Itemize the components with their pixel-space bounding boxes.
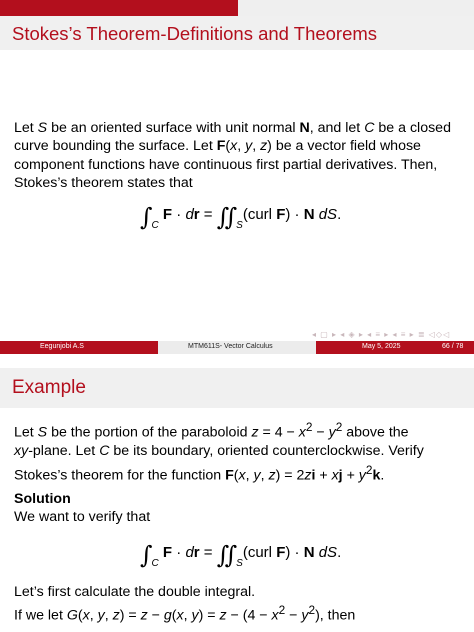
footer-author: Eegunjobi A.S: [40, 343, 84, 350]
theorem-paragraph: Let S be an oriented surface with unit normal N, and let C be a closed curve bounding the surface. Let F(x, y, z) be a vector field whose component functions have continuous first partial derivatives. Then, Stokes’s theorem states that: [14, 120, 451, 192]
navigation-controls[interactable]: ◂ ▢ ▸ ◂ ◈ ▸ ◂ ≡ ▸ ◂ ≡ ▸ ≣ ◁◇◁: [312, 330, 451, 339]
footer-date: May 5, 2025: [362, 343, 401, 350]
g-definition-line: If we let G(x, y, z) = z − g(x, $y) = z - (4 - x^2 - y^2)$, then: [14, 603, 356, 624]
slide-separator: [0, 354, 474, 368]
example-paragraph: Let S be the portion of the paraboloid $z = 4 - x^2 - y^2$ above the xy-plane. Let C be its boundary, oriented counterclockwise. Verify Stokes’s theorem for the function F(x, y, z) = 2zi + xj + $y^2k$.: [14, 420, 424, 484]
footer-course-box: [158, 341, 316, 354]
header-accent: [0, 0, 238, 16]
verify-text: We want to verify that: [14, 509, 151, 525]
verify-equation: $\int_C$ F · dr = $∬_S(curl$ F) · N dS.: [140, 541, 342, 569]
double-integral-line: Let’s first calculate the double integral.: [14, 584, 256, 600]
example-title-bar: [0, 368, 474, 408]
top-header-bar: [0, 0, 474, 16]
frame-title: Stokes’s Theorem-Definitions and Theorems: [12, 23, 378, 44]
footer-page-number: 66 / 78: [442, 343, 464, 350]
footer-course: MTM611S- Vector Calculus: [188, 343, 273, 350]
solution-label: Solution: [14, 491, 71, 507]
example-title: Example: [12, 377, 86, 398]
frame-title-bar: [0, 16, 474, 50]
footer-bar: [0, 341, 474, 354]
stokes-equation: $\int_C$ F · dr = $∬_S(curl$ F) · N dS.: [140, 203, 342, 231]
